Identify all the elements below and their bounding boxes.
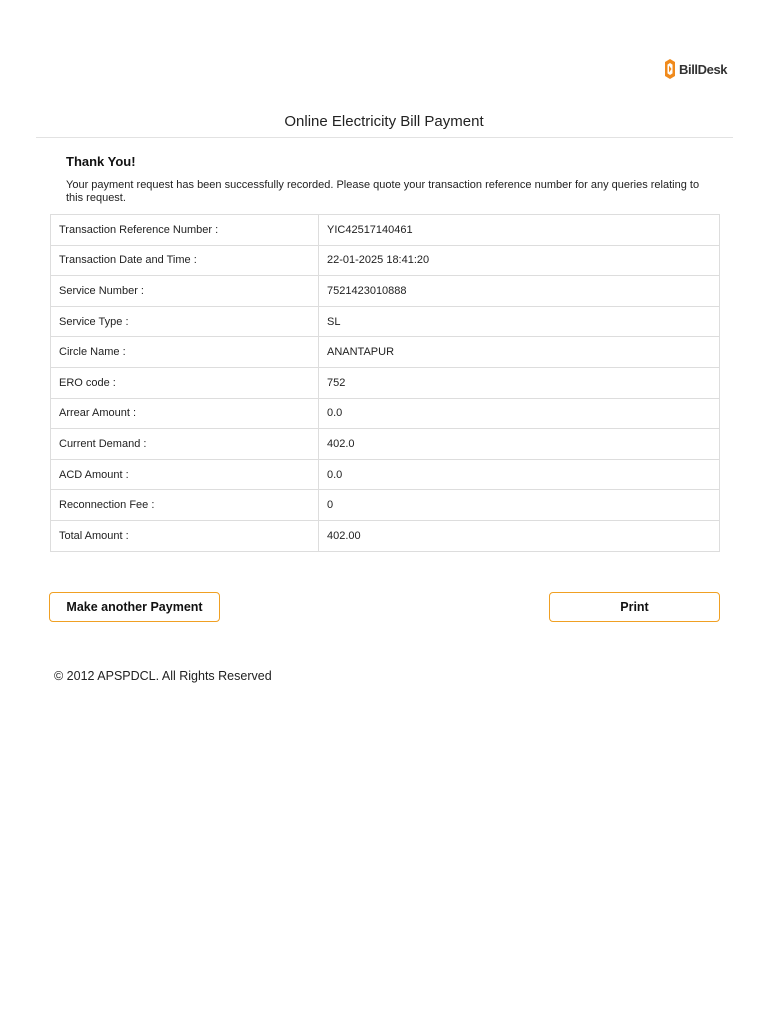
total-amount-value: 402.00 (319, 520, 720, 551)
circle-name-value: ANANTAPUR (319, 337, 720, 368)
transaction-details-table (50, 214, 720, 552)
make-another-payment-button[interactable]: Make another Payment (49, 592, 220, 622)
circle-name-label: Circle Name : (51, 337, 319, 368)
arrear-amount-value: 0.0 (319, 398, 720, 429)
table-row (51, 520, 720, 551)
reconnection-fee-value: 0 (319, 490, 720, 521)
transaction-reference-value: YIC42517140461 (319, 215, 720, 246)
transaction-datetime-label: Transaction Date and Time : (51, 245, 319, 276)
acd-amount-value: 0.0 (319, 459, 720, 490)
table-row (51, 215, 720, 246)
service-number-label: Service Number : (51, 276, 319, 307)
table-row (51, 429, 720, 460)
billdesk-logo-text: BillDesk (679, 61, 728, 77)
acd-amount-label: ACD Amount : (51, 459, 319, 490)
arrear-amount-label: Arrear Amount : (51, 398, 319, 429)
table-row (51, 245, 720, 276)
copyright-footer: © 2012 APSPDCL. All Rights Reserved (54, 669, 272, 683)
print-button[interactable]: Print (549, 592, 720, 622)
ero-code-value: 752 (319, 367, 720, 398)
transaction-reference-label: Transaction Reference Number : (51, 215, 319, 246)
page-title: Online Electricity Bill Payment (284, 113, 484, 130)
total-amount-label: Total Amount : (51, 520, 319, 551)
service-type-label: Service Type : (51, 306, 319, 337)
table-row (51, 490, 720, 521)
current-demand-value: 402.0 (319, 429, 720, 460)
billdesk-logo-icon (664, 58, 676, 80)
ero-code-label: ERO code : (51, 367, 319, 398)
table-row (51, 337, 720, 368)
transaction-datetime-value: 22-01-2025 18:41:20 (319, 245, 720, 276)
table-row (51, 398, 720, 429)
table-row (51, 367, 720, 398)
confirmation-message: Your payment request has been successfully recorded. Please quote your transaction reference number for any queries relating to this request. (66, 179, 700, 204)
service-type-value: SL (319, 306, 720, 337)
current-demand-label: Current Demand : (51, 429, 319, 460)
table-row (51, 306, 720, 337)
table-row (51, 459, 720, 490)
thank-you-heading: Thank You! (66, 154, 136, 169)
header-divider (36, 137, 733, 138)
service-number-value: 7521423010888 (319, 276, 720, 307)
table-row (51, 276, 720, 307)
reconnection-fee-label: Reconnection Fee : (51, 490, 319, 521)
billdesk-logo (664, 58, 727, 80)
